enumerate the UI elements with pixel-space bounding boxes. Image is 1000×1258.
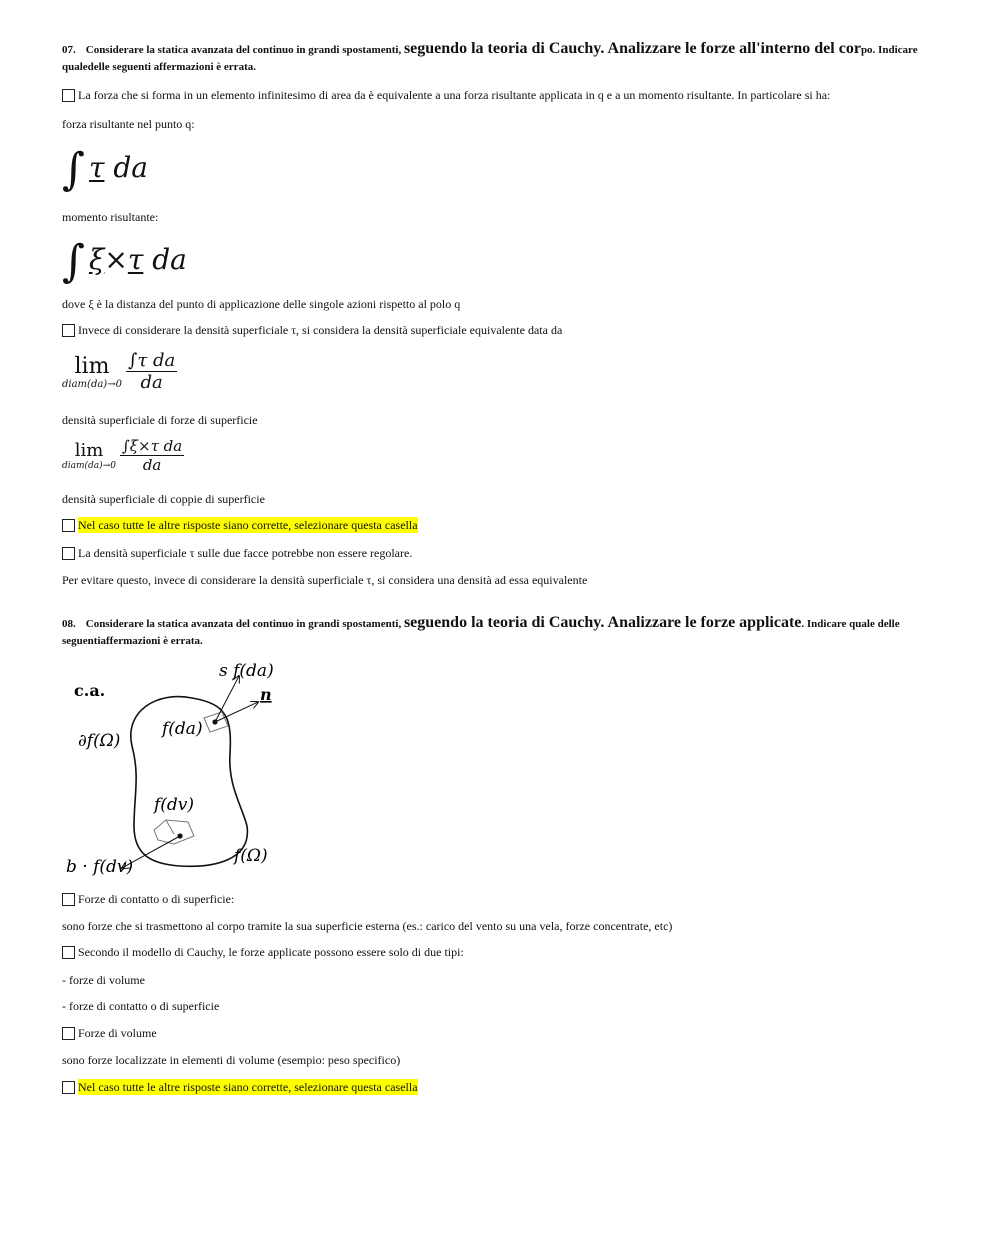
option-text: Invece di considerare la densità superficiale τ, si considera la densità superficiale equivalente data da: [78, 323, 563, 337]
option-detail: densità superficiale di forze di superficie: [62, 413, 258, 427]
q08-option-4[interactable]: [62, 1079, 418, 1095]
volume-element-label: f(dv): [154, 795, 195, 815]
option-text: Nel caso tutte le altre risposte siano corrette, selezionare questa casella: [78, 1080, 418, 1094]
option-detail: densità superficiale di coppie di superficie: [62, 492, 265, 506]
option-detail: sono forze che si trasmettono al corpo tramite la sua superficie esterna (es.: carico del vento su una vela, forze concentrate, etc): [62, 919, 673, 933]
answer-checkbox[interactable]: [62, 89, 75, 102]
answer-checkbox[interactable]: [62, 893, 75, 906]
traction-label: s f(da): [219, 661, 274, 681]
formula-resultant-moment: ∫ ξ×τ da: [62, 235, 187, 287]
option-text: Forze di volume: [78, 1026, 157, 1040]
q08-option-3[interactable]: [62, 1025, 157, 1041]
option-detail: sono forze localizzate in elementi di volume (esempio: peso specifico): [62, 1053, 401, 1067]
question-title-part: seguendo la teoria di Cauchy. Analizzare le forze applicate: [403, 614, 802, 631]
option-text: Nel caso tutte le altre risposte siano corrette, selezionare questa casella: [78, 518, 418, 532]
formula-couple-density: lim diam(da)→0 $\frac{\text{∫ξ×τ da}}{da}$: [62, 437, 183, 474]
question-08-title: [62, 614, 942, 650]
question-07-title: [62, 40, 942, 76]
question-title-part: Considerare la statica avanzata del continuo in grandi spostamenti,: [85, 44, 404, 56]
answer-checkbox[interactable]: [62, 547, 75, 560]
normal-label: n: [260, 685, 272, 704]
answer-checkbox[interactable]: [62, 1081, 75, 1094]
option-detail: Per evitare questo, invece di considerare la densità superficiale τ, si considera una densità ad essa equivalente: [62, 573, 588, 587]
option-text: La densità superficiale τ sulle due facce potrebbe non essere regolare.: [78, 546, 413, 560]
q08-option-2[interactable]: [62, 944, 464, 960]
q07-option-2[interactable]: [62, 322, 562, 338]
q08-option-1[interactable]: [62, 891, 234, 907]
body-configuration-label: f(Ω): [234, 846, 268, 866]
option-detail: momento risultante:: [62, 210, 159, 224]
answer-checkbox[interactable]: [62, 1027, 75, 1040]
option-detail: forza risultante nel punto q:: [62, 117, 195, 131]
body-force-label: b · f(dv): [66, 857, 134, 877]
option-detail: - forze di volume: [62, 973, 145, 987]
question-title-part: seguendo la teoria di Cauchy. Analizzare le forze all'interno del cor: [403, 40, 861, 57]
current-configuration-label: c.a.: [74, 681, 106, 700]
q07-option-3[interactable]: [62, 517, 418, 533]
option-text: Secondo il modello di Cauchy, le forze applicate possono essere solo di due tipi:: [78, 945, 464, 959]
question-title-part: po. Indicare qualedelle seguenti affermazioni è errata.: [62, 44, 918, 73]
cauchy-body-diagram: [62, 656, 302, 882]
question-number: 08.: [62, 618, 76, 630]
question-title-part: . Indicare quale delle seguentiaffermazioni è errata.: [62, 618, 900, 647]
answer-checkbox[interactable]: [62, 519, 75, 532]
option-text: La forza che si forma in un elemento infinitesimo di area da è equivalente a una forza risultante applicata in q e a un momento risultante. In particolare si ha:: [78, 88, 831, 102]
q07-option-1[interactable]: [62, 87, 830, 103]
answer-checkbox[interactable]: [62, 946, 75, 959]
question-title-part: Considerare la statica avanzata del continuo in grandi spostamenti,: [85, 618, 404, 630]
question-number: 07.: [62, 44, 76, 56]
option-detail: - forze di contatto o di superficie: [62, 999, 220, 1013]
traction-arrow: [215, 676, 239, 722]
surface-element-label: f(da): [162, 719, 203, 739]
q07-option-4[interactable]: [62, 545, 412, 561]
answer-checkbox[interactable]: [62, 324, 75, 337]
boundary-label: ∂f(Ω): [78, 731, 121, 751]
formula-resultant-force: ∫ τ da: [62, 143, 148, 195]
volume-element: [154, 820, 194, 844]
option-text: Forze di contatto o di superficie:: [78, 892, 235, 906]
formula-force-density: lim diam(da)→0 $\frac{\text{∫τ da}}{da}$: [62, 350, 176, 393]
option-detail: dove ξ è la distanza del punto di applicazione delle singole azioni rispetto al polo q: [62, 297, 461, 311]
